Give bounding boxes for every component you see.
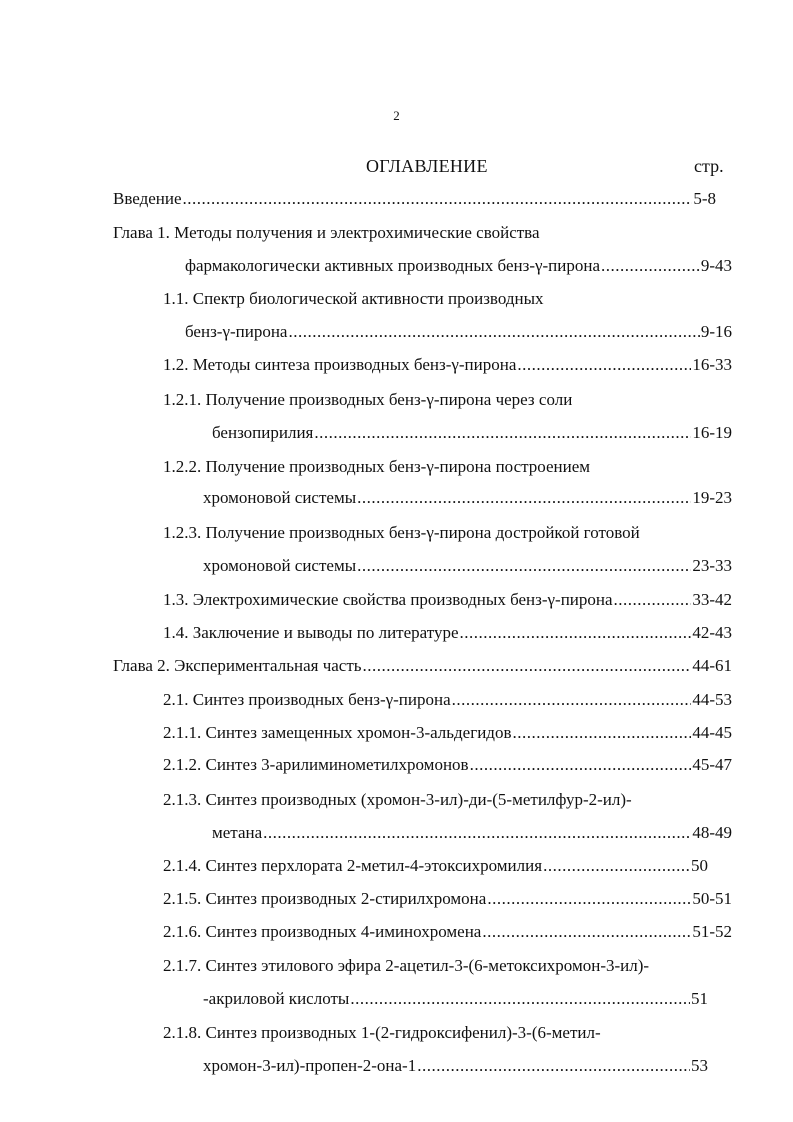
toc-entry: [163, 388, 572, 412]
toc-entry-page: 16-33: [692, 355, 732, 374]
toc-entry-text: 1.2.3. Получение производных бенз-γ-пирона достройкой готовой: [163, 523, 640, 542]
toc-entry-text: 1.1. Спектр биологической активности производных: [163, 289, 544, 308]
toc-entry-page: 42-43: [692, 623, 732, 642]
dot-leader: [512, 721, 691, 745]
dot-leader: [487, 887, 691, 911]
toc-entry-text: метана: [212, 823, 263, 842]
toc-entry-text: -акриловой кислоты: [203, 989, 350, 1008]
toc-entry-text: 2.1.2. Синтез 3-арилиминометилхромонов: [163, 755, 469, 774]
toc-entry: [163, 588, 732, 612]
toc-entry-text: 2.1.7. Синтез этилового эфира 2-ацетил-3-(6-метоксихромон-3-ил)-: [163, 956, 650, 975]
dot-leader: [601, 254, 700, 278]
toc-entry-text: фармакологически активных производных бенз-γ-пирона: [185, 256, 600, 275]
toc-entry-text: хромоновой системы: [203, 488, 357, 507]
toc-entry-text: 2.1.1. Синтез замещенных хромон-3-альдегидов: [163, 723, 512, 742]
toc-entry: [203, 1054, 708, 1078]
dot-leader: [417, 1054, 690, 1078]
toc-entry-text: Глава 2. Экспериментальная часть: [113, 656, 362, 675]
toc-entry: [163, 954, 649, 978]
toc-entry: [203, 554, 732, 578]
toc-entry-text: Глава 1. Методы получения и электрохимические свойства: [113, 223, 540, 242]
toc-entry-text: хромон-3-ил)-пропен-2-она-1: [203, 1056, 417, 1075]
toc-entry: [185, 320, 732, 344]
dot-leader: [614, 588, 692, 612]
toc-entry: [113, 654, 732, 678]
dot-leader: [470, 753, 692, 777]
toc-entry: [185, 254, 732, 278]
toc-entry-page: 44-61: [692, 656, 732, 675]
dot-leader: [482, 920, 691, 944]
toc-entry: [163, 788, 632, 812]
toc-entry-text: 2.1.6. Синтез производных 4-иминохромена: [163, 922, 482, 941]
toc-title: ОГЛАВЛЕНИЕ: [366, 156, 488, 176]
toc-entry-page: 50: [691, 856, 708, 875]
toc-entry-text: Введение: [113, 189, 182, 208]
toc-entry-text: 1.2.1. Получение производных бенз-γ-пирона через соли: [163, 390, 573, 409]
toc-entry: [163, 920, 732, 944]
toc-entry-page: 9-43: [700, 256, 732, 275]
toc-entry: [163, 455, 590, 479]
toc-page-column-header: стр.: [694, 156, 724, 176]
toc-entry: [113, 187, 716, 211]
toc-entry-page: 45-47: [692, 755, 732, 774]
toc-entry-page: 33-42: [692, 590, 732, 609]
toc-entry: [163, 1021, 601, 1045]
toc-entry-text: 2.1.8. Синтез производных 1-(2-гидроксифенил)-3-(6-метил-: [163, 1023, 601, 1042]
toc-entry: [113, 221, 540, 245]
toc-entry: [163, 854, 708, 878]
toc-entry-text: 2.1.5. Синтез производных 2-стирилхромона: [163, 889, 487, 908]
toc-entry: [163, 353, 732, 377]
toc-entry: [203, 486, 732, 510]
toc-entry-page: 19-23: [692, 488, 732, 507]
toc-entry-text: 1.2. Методы синтеза производных бенз-γ-пирона: [163, 355, 517, 374]
toc-entry-page: 16-19: [692, 423, 732, 442]
dot-leader: [363, 654, 692, 678]
toc-entry: [163, 887, 732, 911]
toc-entry-page: 5-8: [693, 189, 716, 208]
toc-entry: [163, 688, 732, 712]
toc-entry-page: 44-45: [692, 723, 732, 742]
toc-entry: [212, 421, 732, 445]
toc-entry-text: 2.1.4. Синтез перхлората 2-метил-4-этоксихромилия: [163, 856, 543, 875]
toc-entry-text: 2.1. Синтез производных бенз-γ-пирона: [163, 690, 451, 709]
toc-entry: [163, 721, 732, 745]
dot-leader: [263, 821, 691, 845]
dot-leader: [357, 554, 691, 578]
toc-entry-text: 1.4. Заключение и выводы по литературе: [163, 623, 459, 642]
toc-entry: [163, 621, 732, 645]
dot-leader: [314, 421, 691, 445]
toc-entry: [163, 287, 544, 311]
toc-entry-page: 51: [691, 989, 708, 1008]
dot-leader: [357, 486, 691, 510]
toc-entry-page: 50-51: [692, 889, 732, 908]
toc-entry-text: 1.2.2. Получение производных бенз-γ-пирона построением: [163, 457, 591, 476]
dot-leader: [460, 621, 692, 645]
toc-entry-text: бенз-γ-пирона: [185, 322, 288, 341]
toc-entry-page: 23-33: [692, 556, 732, 575]
toc-entry: [163, 753, 732, 777]
toc-entry: [212, 821, 732, 845]
toc-entry-page: 53: [691, 1056, 708, 1075]
dot-leader: [517, 353, 691, 377]
toc-entry-page: 44-53: [692, 690, 732, 709]
toc-entry-text: 2.1.3. Синтез производных (хромон-3-ил)-ди-(5-метилфур-2-ил)-: [163, 790, 632, 809]
dot-leader: [452, 688, 692, 712]
dot-leader: [183, 187, 693, 211]
toc-entry-text: 1.3. Электрохимические свойства производных бенз-γ-пирона: [163, 590, 613, 609]
toc-entry-page: 51-52: [692, 922, 732, 941]
page-number: 2: [393, 108, 400, 123]
toc-entry-text: хромоновой системы: [203, 556, 357, 575]
toc-entry-page: 9-16: [700, 322, 732, 341]
toc-entry-text: бензопирилия: [212, 423, 314, 442]
dot-leader: [350, 987, 690, 1011]
dot-leader: [543, 854, 690, 878]
dot-leader: [288, 320, 699, 344]
toc-entry: [163, 521, 640, 545]
toc-entry: [203, 987, 708, 1011]
toc-entry-page: 48-49: [692, 823, 732, 842]
